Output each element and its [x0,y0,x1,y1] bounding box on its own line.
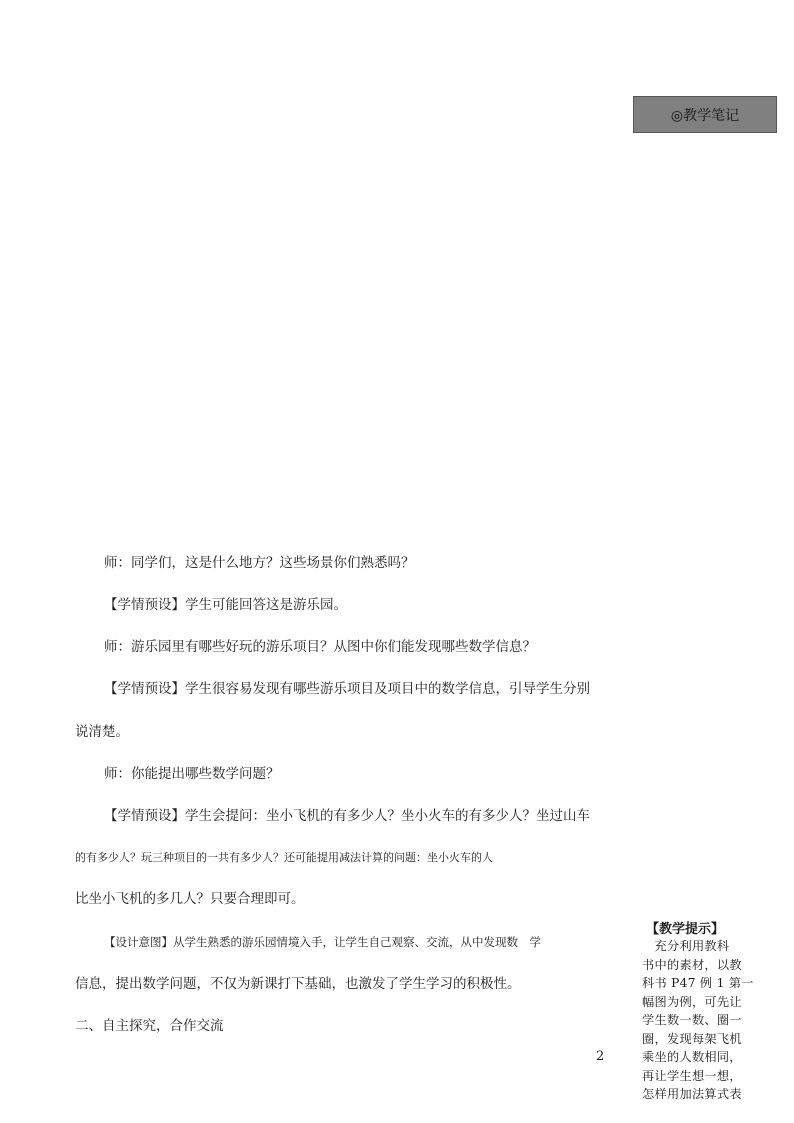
paragraph-design-intent-cont: 信息，提出数学问题，不仅为新课打下基础，也激发了学生学习的积极性。 [75,976,521,992]
paragraph-preset-3-end: 比坐小飞机的多几人？只要合理即可。 [75,891,305,907]
paragraph-teacher-question-3: 师：你能提出哪些数学问题？ [104,766,280,782]
sidebar-tips-line: 书中的素材，以教 [642,957,742,972]
sidebar-tips-body [642,937,758,1104]
page-number: 2 [596,1049,605,1064]
paragraph-preset-2: 【学情预设】学生很容易发现有哪些游乐项目及项目中的数学信息，引导学生分别 [104,681,590,697]
paragraph-teacher-question-2: 师：游乐园里有哪些好玩的游乐项目？从图中你们能发现哪些数学信息？ [104,639,536,655]
paragraph-preset-2-cont: 说清楚。 [75,724,129,740]
paragraph-preset-3: 【学情预设】学生会提问：坐小飞机的有多少人？坐小火车的有多少人？坐过山车 [104,808,590,824]
sidebar-tips-line: 圈，发现每架飞机 [642,1031,742,1046]
paragraph-preset-3-cont: 的有多少人？玩三种项目的一共有多少人？还可能提用减法计算的问题：坐小火车的人 [75,851,493,864]
sidebar-tips-line: 科书 P47 例 1 第一 [642,976,754,990]
sidebar-tips-title: 【教学提示】 [646,922,725,937]
section-heading: 二、自主探究，合作交流 [75,1018,224,1034]
sidebar-tips-line: 幅图为例，可先让 [642,994,742,1009]
notes-tab: ◎教学笔记 [633,96,777,133]
paragraph-preset-1: 【学情预设】学生可能回答这是游乐园。 [104,597,347,613]
sidebar-tips-line: 学生数一数、圈一 [642,1013,742,1027]
sidebar-tips-line: 充分利用教科 [642,939,730,953]
sidebar-tips-line: 再让学生想一想， [642,1068,742,1083]
sidebar-tips-line: 怎样用加法算式表 [642,1087,742,1101]
paragraph-teacher-question-1: 师：同学们，这是什么地方？这些场景你们熟悉吗？ [104,555,415,571]
paragraph-design-intent: 【设计意图】从学生熟悉的游乐园情境入手，让学生自己观察、交流，从中发现数 学 [104,935,541,949]
sidebar-tips-line: 乘坐的人数相同， [642,1050,742,1064]
